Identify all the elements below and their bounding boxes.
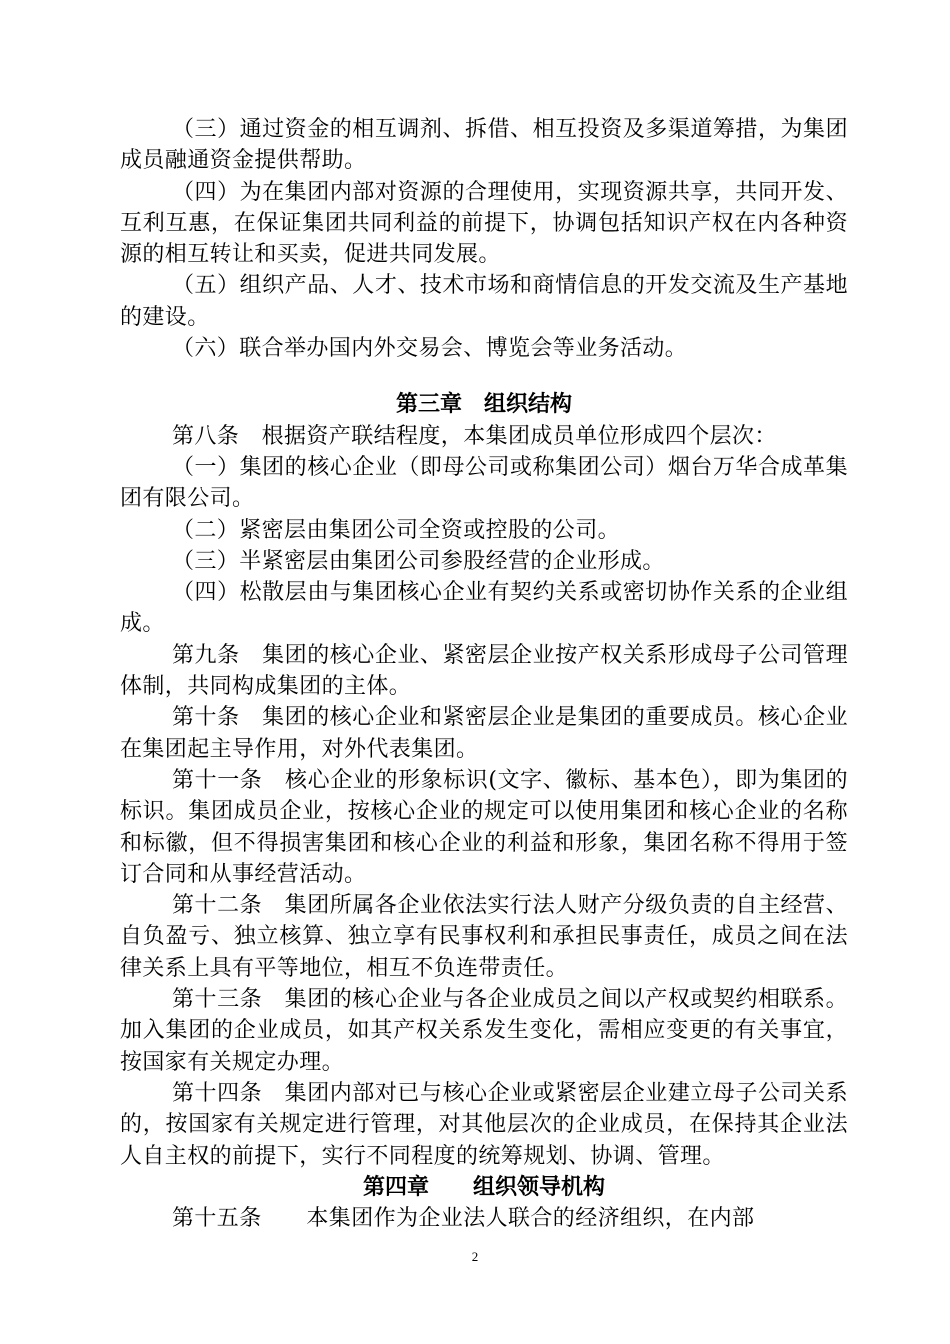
article-8: 第八条 根据资产联结程度，本集团成员单位形成四个层次： xyxy=(172,423,777,449)
article-8-item-4: （四）松散层由与集团核心企业有契约关系或密切协作关系的企业组成。 xyxy=(120,580,848,637)
article-15: 第十五条 本集团作为企业法人联合的经济组织，在内部 xyxy=(172,1206,755,1232)
article-10: 第十条 集团的核心企业和紧密层企业是集团的重要成员。核心企业在集团起主导作用，对外代表集团。 xyxy=(120,705,848,762)
article-14: 第十四条 集团内部对已与核心企业或紧密层企业建立母子公司关系的，按国家有关规定进行管理，对其他层次的企业成员，在保持其企业法人自主权的前提下，实行不同程度的统筹规划、协调、管理。 xyxy=(120,1080,848,1169)
paragraph-item-3: （三）通过资金的相互调剂、拆借、相互投资及多渠道筹措，为集团成员融通资金提供帮助。 xyxy=(120,117,848,174)
article-8-item-3: （三）半紧密层由集团公司参股经营的企业形成。 xyxy=(172,548,665,574)
article-13: 第十三条 集团的核心企业与各企业成员之间以产权或契约相联系。加入集团的企业成员，如其产权关系发生变化，需相应变更的有关事宜，按国家有关规定办理。 xyxy=(120,987,848,1075)
article-12: 第十二条 集团所属各企业依法实行法人财产分级负责的自主经营、自负盈亏、独立核算、独立享有民事权利和承担民事责任，成员之间在法律关系上具有平等地位，相互不负连带责任。 xyxy=(120,893,848,981)
chapter-4-heading: 第四章 组织领导机构 xyxy=(362,1174,605,1200)
chapter-3-heading: 第三章 组织结构 xyxy=(395,392,572,418)
paragraph-item-6: （六）联合举办国内外交易会、博览会等业务活动。 xyxy=(172,336,688,362)
article-11: 第十一条 核心企业的形象标识(文字、徽标、基本色），即为集团的标识。集团成员企业，按核心企业的规定可以使用集团和核心企业的名称和标徽，但不得损害集团和核心企业的利益和形象，集团名称不得用于签订合同和从事经营活动。 xyxy=(120,767,848,887)
page-number: 2 xyxy=(471,1249,479,1264)
paragraph-item-4: （四）为在集团内部对资源的合理使用，实现资源共享，共同开发、互利互惠，在保证集团共同利益的前提下，协调包括知识产权在内各种资源的相互转让和买卖，促进共同发展。 xyxy=(120,179,848,268)
paragraph-item-5: （五）组织产品、人才、技术市场和商情信息的开发交流及生产基地的建设。 xyxy=(120,273,848,330)
article-9: 第九条 集团的核心企业、紧密层企业按产权关系形成母子公司管理体制，共同构成集团的主体。 xyxy=(120,642,848,700)
article-8-item-1: （一）集团的核心企业（即母公司或称集团公司）烟台万华合成革集团有限公司。 xyxy=(120,454,848,512)
article-8-item-2: （二）紧密层由集团公司全资或控股的公司。 xyxy=(172,517,621,543)
document-body xyxy=(120,114,848,1234)
